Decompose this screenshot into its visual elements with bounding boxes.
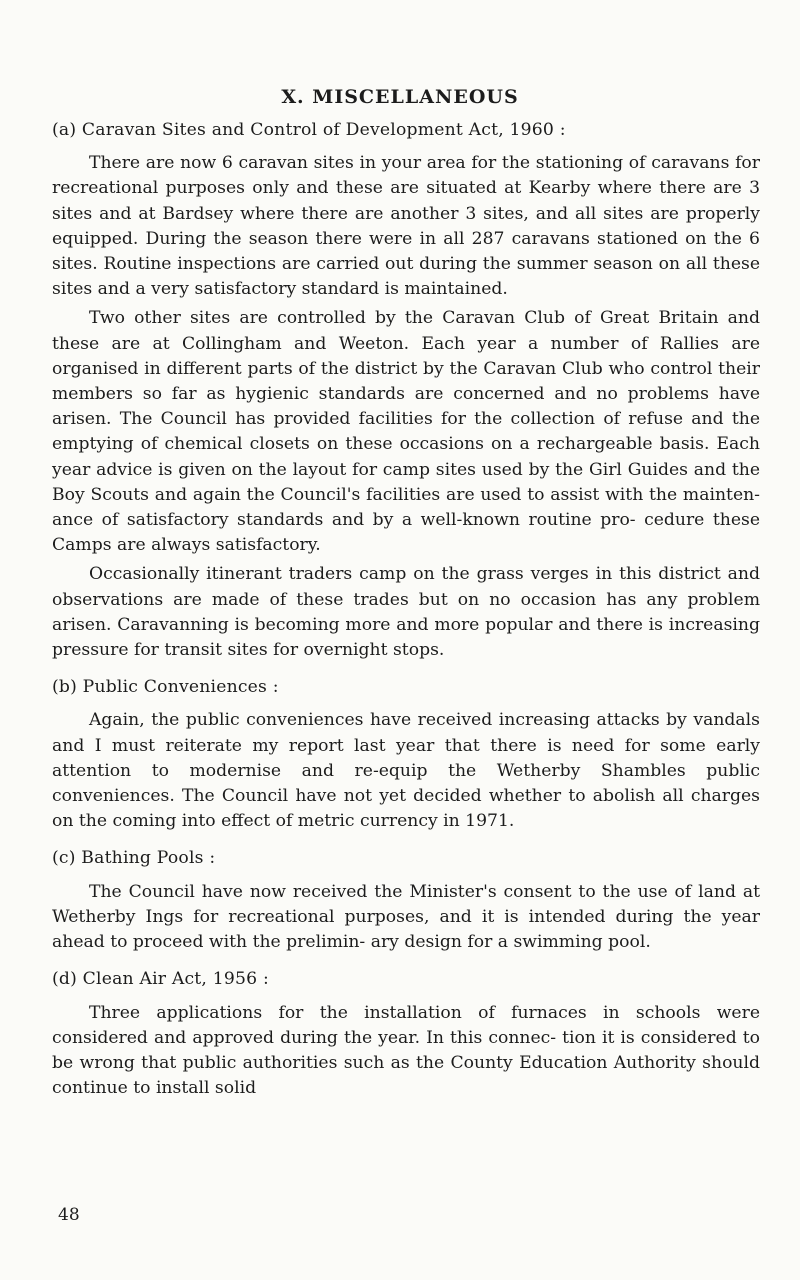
section-public-conveniences: [52, 675, 760, 834]
section-heading: (c) Bathing Pools :: [52, 848, 216, 869]
section-caravan-sites: [52, 118, 760, 663]
section-clean-air-act: [52, 967, 760, 1101]
section-heading: (d) Clean Air Act, 1956 :: [52, 969, 269, 990]
section-heading: (a) Caravan Sites and Control of Development Act, 1960 :: [52, 120, 566, 140]
paragraph: Three applications for the installation of furnaces in schools were considered and approved during the year. In this connec- tion it is considered to be wrong that public authorities such as the County Education Authority should continue to install solid: [52, 1002, 760, 1099]
paragraph: Occasionally itinerant traders camp on the grass verges in this district and observations are made of these trades but on no occasion has any problem arisen. Caravanning is becoming more and more popular and there is increasing pressure for transit sites for overnight stops.: [52, 564, 760, 661]
page-title: X. MISCELLANEOUS: [281, 86, 519, 108]
paragraph: The Council have now received the Minister's consent to the use of land at Wetherby Ings for recreational purposes, and it is intended during the year ahead to proceed with the prelimin- ary design for a swimming pool.: [52, 881, 760, 953]
paragraph: Again, the public conveniences have received increasing attacks by vandals and I must reiterate my report last year that there is need for some early attention to modernise and re-equip the Wetherby Shambles public conveniences. The Council have not yet decided whether to abolish all charges on the coming into effect of metric currency in 1971.: [52, 710, 760, 832]
paragraph: There are now 6 caravan sites in your area for the stationing of caravans for recreational purposes only and these are situated at Kearby where there are 3 sites and at Bardsey where there are another 3 sites, and all sites are properly equipped. During the season there were in all 287 caravans stationed on the 6 sites. Routine inspections are carried out during the summer season on all these sites and a very satisfactory standard is maintained.: [52, 153, 760, 300]
paragraph: Two other sites are controlled by the Caravan Club of Great Britain and these are at Collingham and Weeton. Each year a number of Rallies are organised in different parts of the district by the Caravan Club who control their members so far as hygienic standards are concerned and no problems have arisen. The Council has provided facilities for the collection of refuse and the emptying of chemical closets on these occasions on a rechargeable basis. Each year advice is given on the layout for camp sites used by the Girl Guides and the Boy Scouts and again the Council's facilities are used to assist with the mainten- ance of satisfactory standards and by a well-known routine pro- cedure these Camps are always satisfactory.: [52, 308, 760, 556]
page-number: 48: [58, 1205, 80, 1225]
section-heading: (b) Public Conveniences :: [52, 677, 279, 698]
document-body: [52, 118, 760, 1105]
section-bathing-pools: [52, 846, 760, 955]
